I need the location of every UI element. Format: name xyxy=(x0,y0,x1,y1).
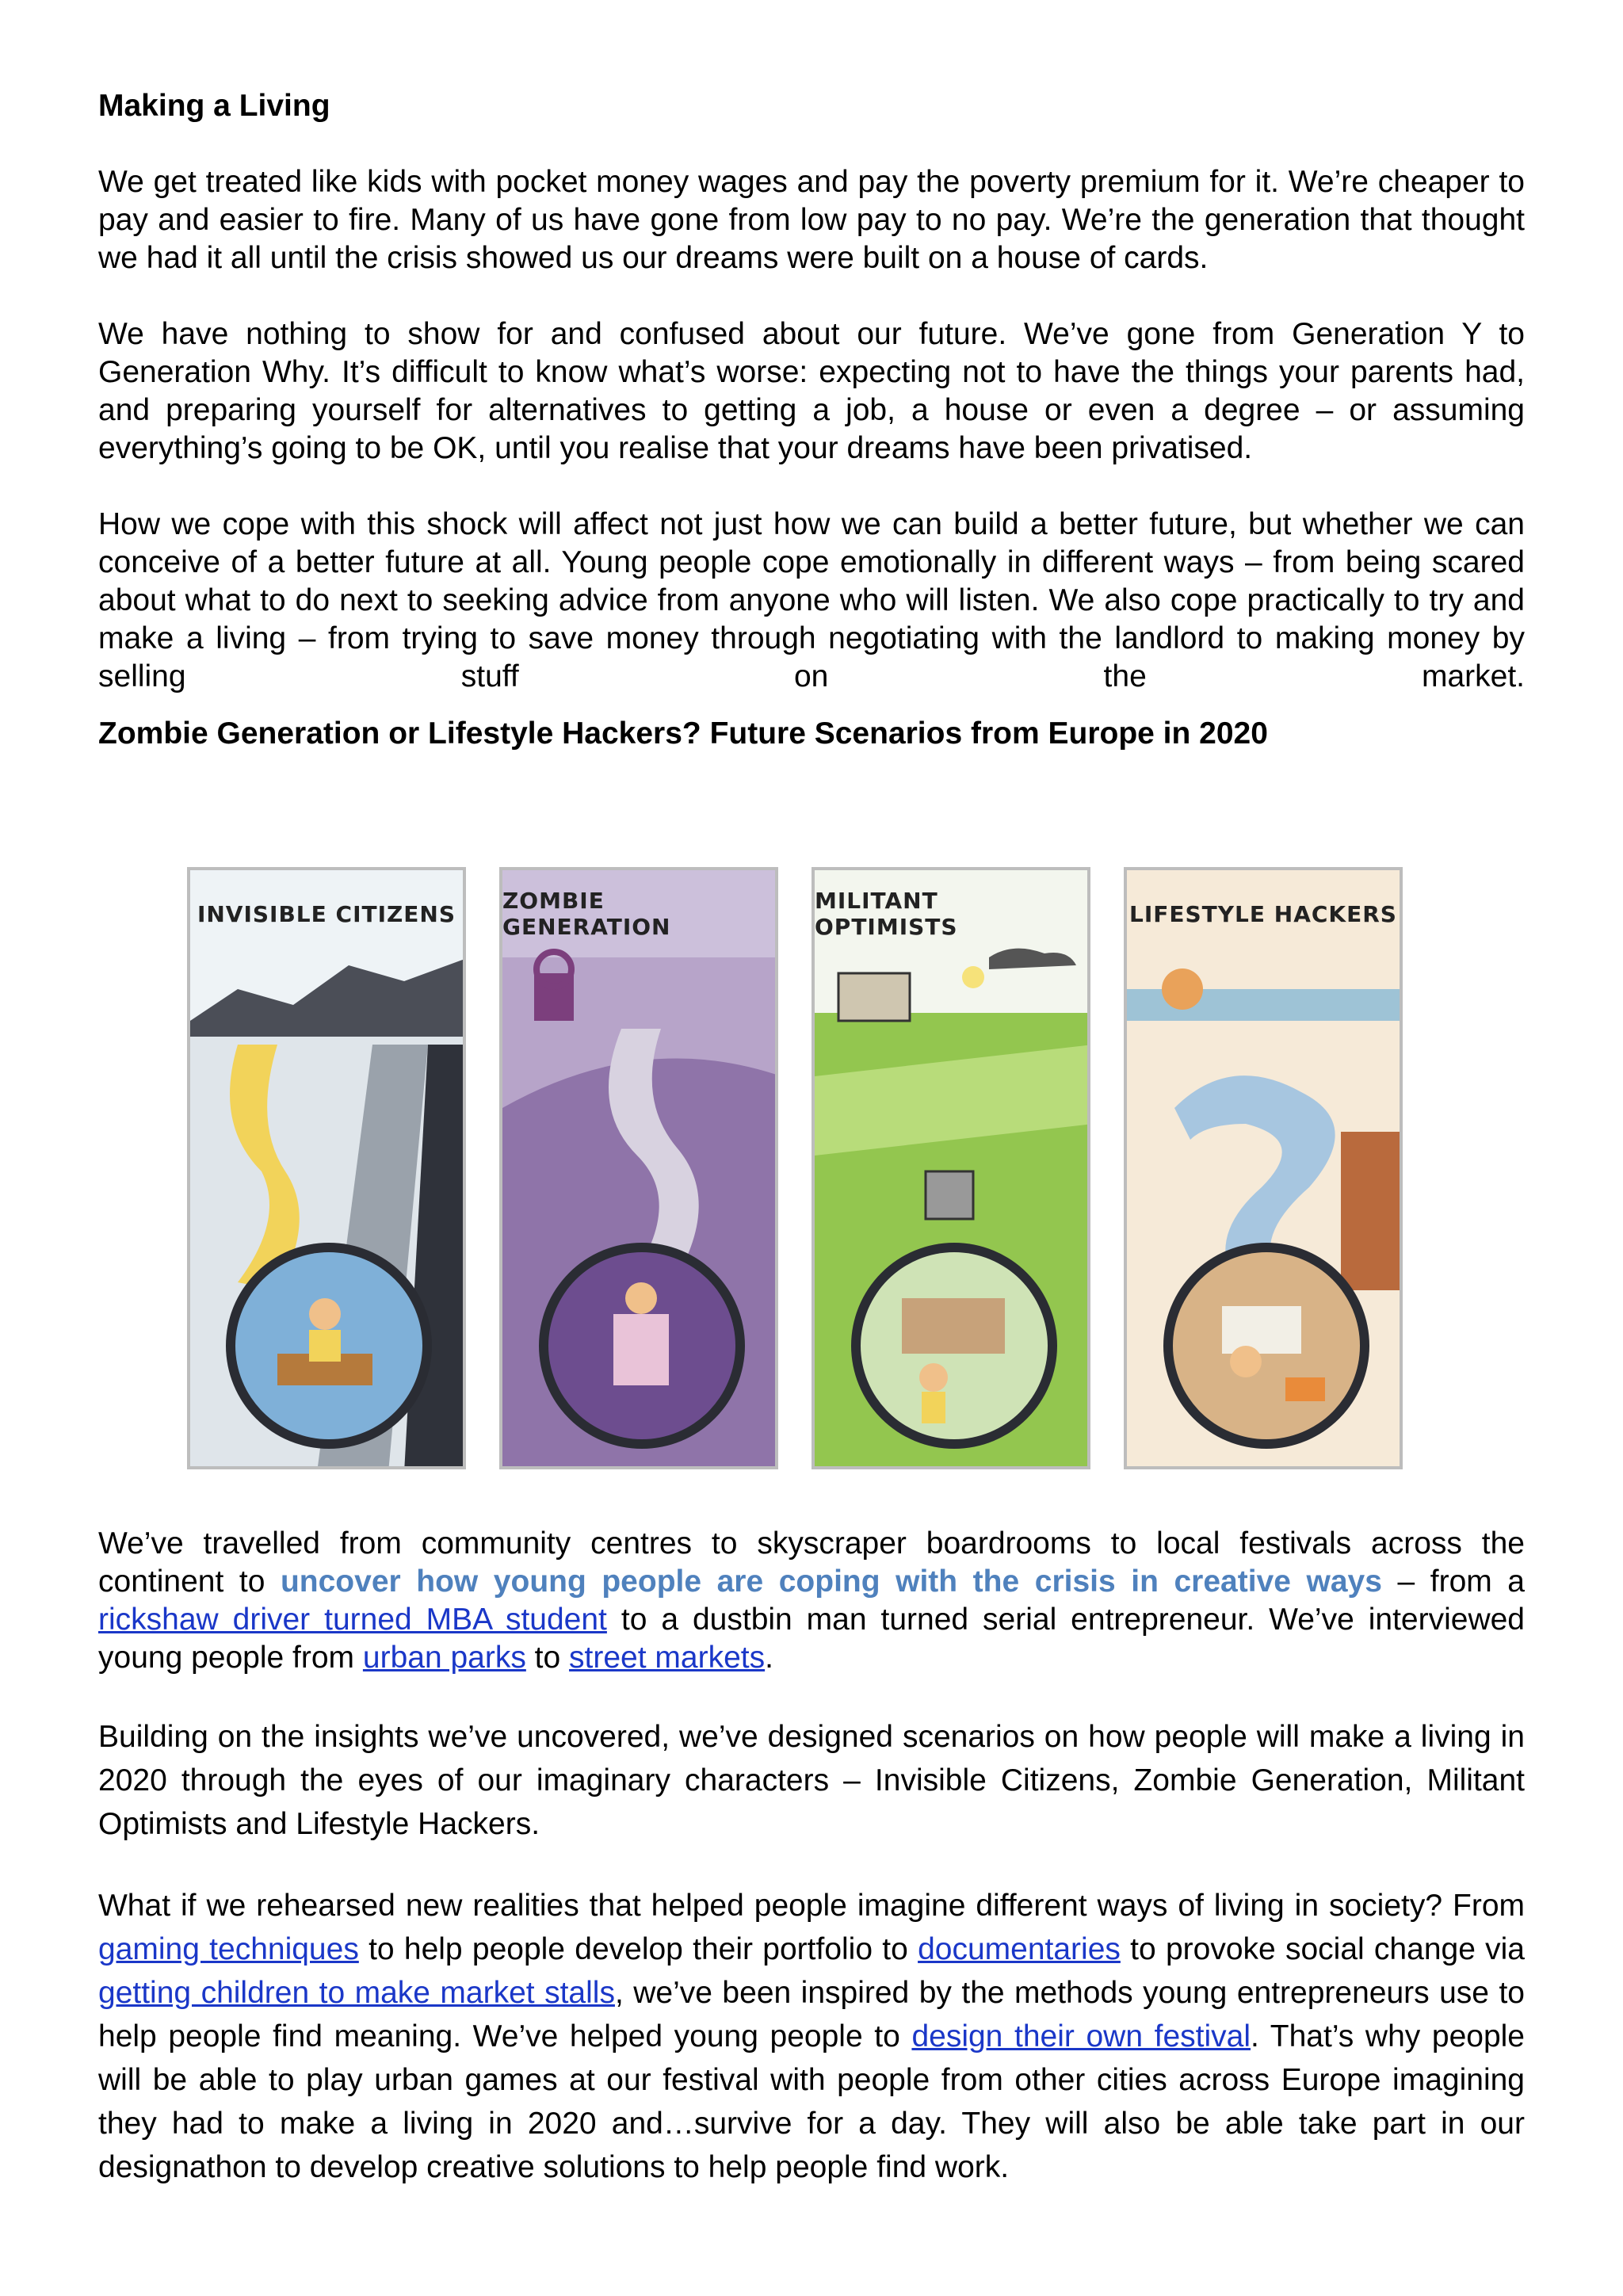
panel-militant-optimists xyxy=(812,867,1090,1469)
link-design-festival[interactable]: design their own festival xyxy=(911,2019,1251,2053)
link-gaming-techniques[interactable]: gaming techniques xyxy=(98,1932,359,1966)
section-heading-making-a-living: Making a Living xyxy=(98,89,330,123)
link-rickshaw-driver[interactable]: rickshaw driver turned MBA student xyxy=(98,1603,607,1637)
paragraph-3: How we cope with this shock will affect not just how we can build a better future, but whether we can conceive of a better future at all. Young people cope emotionally in different ways – from being scared about what to do next to seeking advice from anyone who will listen. We also cope practically to try and make a living – from trying to save money through negotiating with the landlord to making money by selling stuff on the market. xyxy=(98,507,1525,693)
text-run: . That’s why people will be able to play urban games at our festival with people from other cities across Europe imagining they had to make a living in 2020 and…survive for a day. They will also be able take part in our designathon to develop creative solutions to help people find work. xyxy=(98,2019,1525,2184)
scenarios-illustration xyxy=(187,850,1439,1476)
text-run: What if we rehearsed new realities that helped people imagine different ways of living in society? From xyxy=(98,1889,1525,1923)
text-run: to provoke social change via xyxy=(1120,1932,1526,1966)
link-street-markets[interactable]: street markets xyxy=(569,1641,766,1675)
panel-title: LIFESTYLE HACKERS xyxy=(1129,900,1397,927)
text-run: . xyxy=(765,1641,773,1675)
paragraph-6 xyxy=(98,1884,1525,2189)
panel-title: ZOMBIE GENERATION xyxy=(502,888,671,940)
text-run: We’ve travelled from community centres to skyscraper boardrooms to local festivals across the continent to xyxy=(98,1526,1525,1599)
panel-invisible-citizens xyxy=(187,867,466,1469)
text-run: to a dustbin man turned serial entrepreneur. We’ve interviewed young people from xyxy=(98,1603,1526,1675)
section-heading-future-scenarios: Zombie Generation or Lifestyle Hackers? Future Scenarios from Europe in 2020 xyxy=(98,716,1268,751)
highlight-text: uncover how young people are coping with the crisis in creative ways xyxy=(280,1564,1382,1599)
link-documentaries[interactable]: documentaries xyxy=(918,1932,1121,1966)
text-run: , we’ve been inspired by the methods young entrepreneurs use to help people find meaning. We’ve helped young people to xyxy=(98,1976,1525,2053)
text-run: to help people develop their portfolio to xyxy=(358,1932,918,1966)
paragraph-4 xyxy=(98,1525,1525,1677)
panel-zombie-generation xyxy=(499,867,778,1469)
panel-title: MILITANT OPTIMISTS xyxy=(815,888,958,940)
document-lower-text xyxy=(98,1525,1525,2189)
paragraph-2: We have nothing to show for and confused about our future. We’ve gone from Generation Y to Generation Why. It’s difficult to know what’s worse: expecting not to have the things your parents had, and preparing yourself for alternatives to getting a job, a house or even a degree – or assuming everything’s going to be OK, until you realise that your dreams have been privatised. xyxy=(98,317,1525,465)
link-urban-parks[interactable]: urban parks xyxy=(362,1641,526,1675)
panel-lifestyle-hackers xyxy=(1124,867,1403,1469)
document-page xyxy=(98,87,1525,753)
paragraph-5: Building on the insights we’ve uncovered, we’ve designed scenarios on how people will make a living in 2020 through the eyes of our imaginary characters – Invisible Citizens, Zombie Generation, Militant Optimists and Lifestyle Hackers. xyxy=(98,1720,1525,1841)
link-market-stalls[interactable]: getting children to make market stalls xyxy=(98,1976,615,2010)
panel-title: INVISIBLE CITIZENS xyxy=(197,900,456,927)
text-run: to xyxy=(525,1641,570,1675)
paragraph-1: We get treated like kids with pocket money wages and pay the poverty premium for it. We’re cheaper to pay and easier to fire. Many of us have gone from low pay to no pay. We’re the generation that thought we had it all until the crisis showed us our dreams were built on a house of cards. xyxy=(98,165,1525,275)
text-run: – from a xyxy=(1381,1564,1526,1599)
